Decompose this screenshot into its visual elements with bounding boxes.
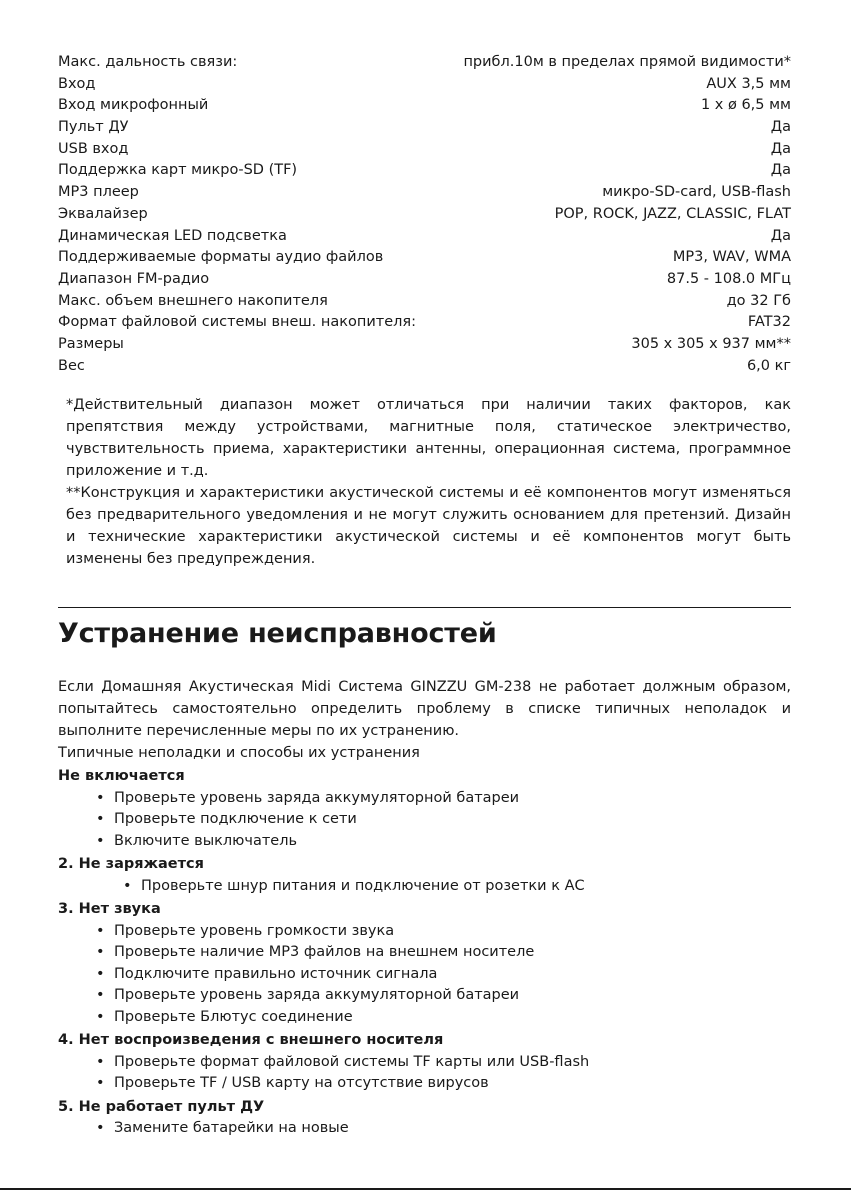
problem-block: [58, 766, 791, 852]
page-bottom-border: [0, 1188, 851, 1190]
solution-list: [58, 788, 791, 853]
spec-row: [58, 226, 791, 248]
spec-label: Диапазон FM-радио: [58, 270, 210, 287]
solution-list: [58, 921, 791, 1029]
list-item: • Замените батарейки на новые: [96, 1118, 791, 1140]
spec-label: Макс. объем внешнего накопителя: [58, 292, 328, 309]
list-item: • Подключите правильно источник сигнала: [96, 964, 791, 986]
footnote-design: **Конструкция и характеристики акустической системы и её компонентов могут изменяться без предварительного уведомления и не могут служить основанием для претензий. Дизайн и технические характеристики акустической системы и её компонентов могут быть изменены без предупреждения.: [66, 485, 791, 568]
spec-row: [58, 269, 791, 291]
problem-title: Не включается: [58, 768, 185, 784]
solution-list: [58, 1052, 791, 1095]
spec-table: [58, 52, 791, 377]
spec-value: 87.5 - 108.0 МГц: [666, 270, 791, 287]
list-item: • Проверьте подключение к сети: [96, 809, 791, 831]
spec-label: Вес: [58, 357, 85, 374]
spec-row: [58, 334, 791, 356]
spec-label: Поддержка карт микро-SD (TF): [58, 162, 298, 179]
solution-list: [58, 876, 791, 898]
spec-value: до 32 Гб: [726, 292, 791, 309]
problem-title: 2. Не заряжается: [58, 856, 204, 872]
spec-row: [58, 356, 791, 378]
list-item: • Проверьте шнур питания и подключение от розетки к АС: [123, 876, 791, 898]
list-item: • Проверьте TF / USB карту на отсутствие вирусов: [96, 1073, 791, 1095]
spec-label: Размеры: [58, 335, 124, 352]
solution-list: [58, 1118, 791, 1140]
spec-row: [58, 204, 791, 226]
spec-value: MP3, WAV, WMA: [672, 249, 791, 266]
intro-paragraph: Если Домашняя Акустическая Midi Система GINZZU GM-238 не работает должным образом, попытайтесь самостоятельно определить проблему в списке типичных неполадок и выполните перечисленные меры по их устранению.: [58, 679, 791, 739]
problem-block: [58, 854, 791, 897]
footnotes: [58, 394, 791, 570]
spec-row: [58, 52, 791, 74]
spec-label: Формат файловой системы внеш. накопителя:: [58, 314, 417, 331]
spec-value: 6,0 кг: [746, 357, 791, 374]
spec-value: Да: [770, 140, 791, 157]
spec-row: [58, 182, 791, 204]
spec-value: Да: [770, 227, 791, 244]
spec-value: Да: [770, 119, 791, 136]
subtitle: Типичные неполадки и способы их устранения: [58, 745, 420, 761]
list-item: • Проверьте уровень громкости звука: [96, 921, 791, 943]
spec-value: 1 x ø 6,5 мм: [700, 97, 791, 114]
footnote-range: *Действительный диапазон может отличаться при наличии таких факторов, как препятствия между устройствами, магнитные поля, статическое электричество, чувствительность приема, характеристики антенны, операционная система, программное приложение и т.д.: [66, 397, 791, 480]
list-item: • Проверьте уровень заряда аккумуляторной батареи: [96, 985, 791, 1007]
spec-row: [58, 291, 791, 313]
problem-block: [58, 899, 791, 1028]
spec-value: Да: [770, 162, 791, 179]
problem-title: 3. Нет звука: [58, 901, 161, 917]
list-item: • Проверьте формат файловой системы TF карты или USB-flash: [96, 1052, 791, 1074]
list-item: • Проверьте уровень заряда аккумуляторной батареи: [96, 788, 791, 810]
section-title: Устранение неисправностей: [58, 618, 497, 649]
section-divider: [58, 607, 791, 608]
spec-value: 305 x 305 x 937 мм**: [631, 335, 791, 352]
spec-row: [58, 160, 791, 182]
spec-label: Пульт ДУ: [58, 119, 129, 136]
spec-value: FAT32: [747, 314, 791, 331]
spec-row: [58, 74, 791, 96]
list-item: • Включите выключатель: [96, 831, 791, 853]
list-item: • Проверьте наличие MP3 файлов на внешнем носителе: [96, 942, 791, 964]
spec-section: [58, 52, 791, 570]
spec-label: MP3 плеер: [58, 184, 139, 201]
list-item: • Проверьте Блютус соединение: [96, 1007, 791, 1029]
spec-label: Макс. дальность связи:: [58, 54, 238, 70]
spec-value: микро-SD-card, USB-flash: [602, 184, 791, 201]
problem-block: [58, 1030, 791, 1095]
spec-row: [58, 117, 791, 139]
spec-row: [58, 95, 791, 117]
spec-value: AUX 3,5 мм: [706, 75, 791, 92]
spec-label: Вход: [58, 75, 96, 92]
spec-value: прибл.10м в пределах прямой видимости*: [463, 54, 791, 70]
problem-title: 4. Нет воспроизведения с внешнего носителя: [58, 1032, 444, 1048]
problem-block: [58, 1097, 791, 1140]
spec-row: [58, 247, 791, 269]
spec-value: POP, ROCK, JAZZ, CLASSIC, FLAT: [554, 205, 791, 222]
problem-title: 5. Не работает пульт ДУ: [58, 1098, 265, 1115]
spec-label: Вход микрофонный: [58, 97, 209, 114]
troubleshooting-section: [58, 676, 791, 1140]
spec-label: Поддерживаемые форматы аудио файлов: [58, 249, 384, 266]
spec-label: USB вход: [58, 140, 129, 157]
spec-row: [58, 312, 791, 334]
spec-label: Динамическая LED подсветка: [58, 227, 287, 244]
spec-label: Эквалайзер: [58, 205, 148, 222]
spec-row: [58, 139, 791, 161]
